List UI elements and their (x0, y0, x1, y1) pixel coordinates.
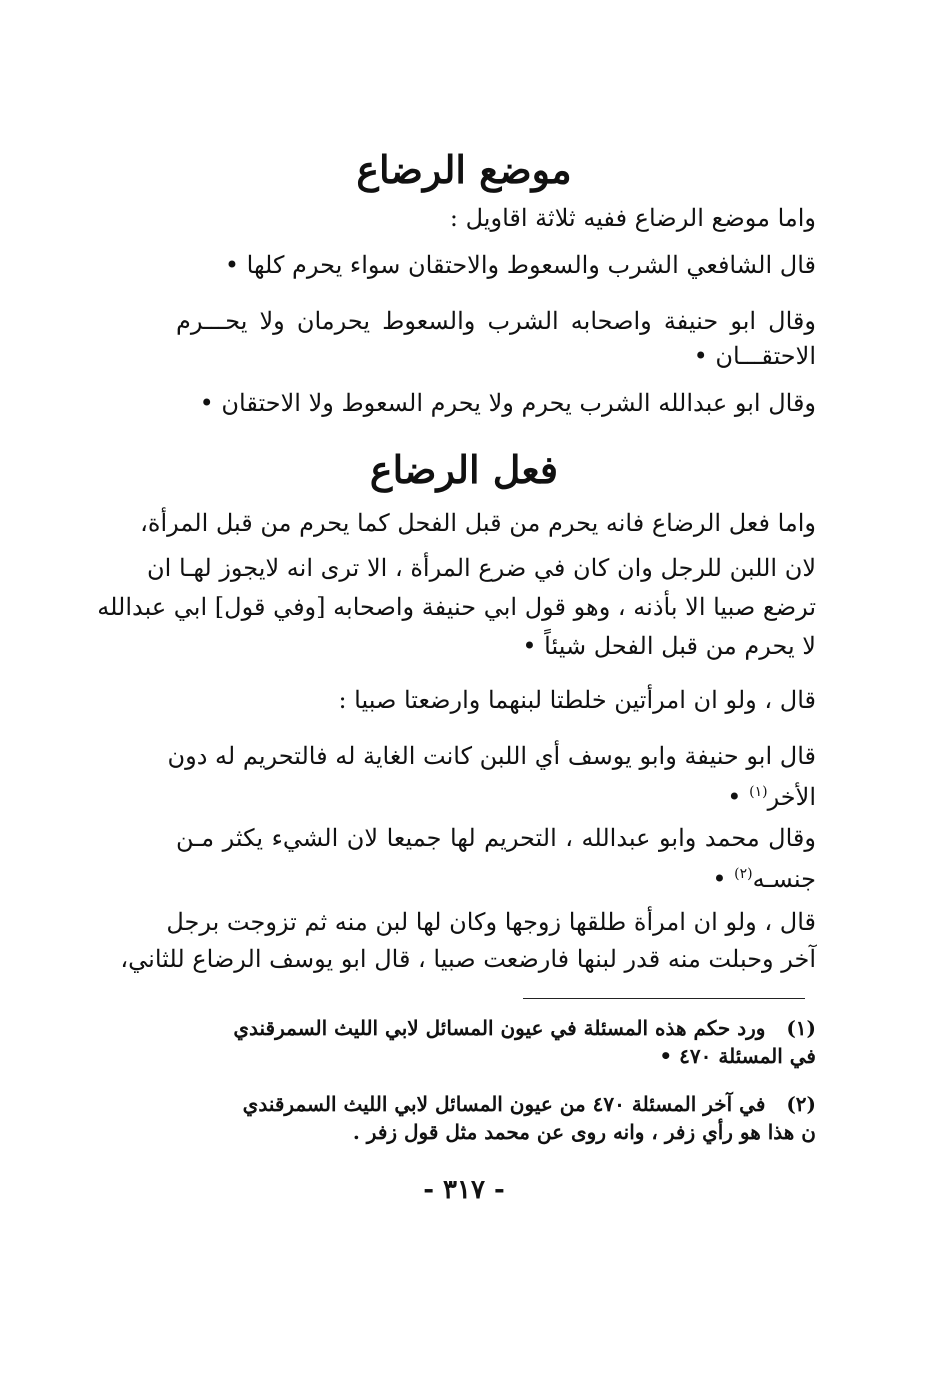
footnote-1 (176, 1014, 816, 1042)
footnote-separator (523, 998, 805, 999)
text-line: قال ، ولو ان امرأة طلقها زوجها وكان لها لبن منه ثم تزوجت برجل (166, 908, 816, 936)
footnote-marker: (٢) (786, 1092, 816, 1116)
footnote-text: في آخر المسئلة ٤٧٠ من عيون المسائل لابي الليث السمرقندي (242, 1092, 766, 1116)
footnote-2-cont: ن هذا هو رأي زفر ، وانه روى عن محمد مثل قول زفر . (352, 1120, 816, 1144)
text-line: وقال ابو حنيفة واصحابه الشرب والسعوط يحرمان ولا يحـــرم (176, 307, 816, 335)
footnote-ref: (٢) (734, 866, 753, 882)
text-line: وقال ابو عبدالله الشرب يحرم ولا يحرم السعوط ولا الاحتقان • (199, 389, 816, 417)
text-line: وقال محمد وابو عبدالله ، التحريم لها جميعا لان الشيء يكثر مـن (176, 824, 816, 852)
text-line: قال ، ولو ان امرأتين خلطتا لبنهما وارضعتا صبيا : (338, 686, 816, 714)
text-line: ترضع صبيا الا بأذنه ، وهو قول ابي حنيفة واصحابه [وفي قول] ابي عبدالله (97, 593, 816, 621)
text-line: واما فعل الرضاع فانه يحرم من قبل الفحل كما يحرم من قبل المرأة، (140, 509, 816, 537)
text-line: واما موضع الرضاع ففيه ثلاثة اقاويل : (449, 204, 816, 232)
text-line: آخر وحبلت منه قدر لبنها فارضعت صبيا ، قال ابو يوسف الرضاع للثاني، (120, 945, 816, 973)
text-line (176, 858, 816, 895)
text-line: لان اللبن للرجل وان كان في ضرع المرأة ، الا ترى انه لايجوز لهـا ان (147, 554, 816, 582)
footnote-ref: (١) (749, 784, 768, 800)
section-heading: موضع الرضاع (356, 147, 572, 192)
page-number: - ٣١٧ - (423, 1175, 505, 1205)
section-heading: فعل الرضاع (369, 447, 559, 492)
end-mark: • (727, 783, 742, 811)
footnote-text: ورد حكم هذه المسئلة في عيون المسائل لابي الليث السمرقندي (233, 1016, 766, 1040)
text-line: لا يحرم من قبل الفحل شيئاً • (522, 632, 816, 660)
text-line (176, 776, 816, 813)
text-fragment: الأخر (767, 783, 816, 811)
text-fragment: جنسـه (752, 865, 816, 893)
end-mark: • (712, 865, 727, 893)
footnote-1-cont: في المسئلة ٤٧٠ • (659, 1044, 816, 1068)
text-line: قال ابو حنيفة وابو يوسف أي اللبن كانت الغاية له فالتحريم له دون (167, 742, 816, 770)
footnote-marker: (١) (786, 1016, 816, 1040)
text-line: الاحتقـــان • (693, 342, 816, 370)
text-line: قال الشافعي الشرب والسعوط والاحتقان سواء يحرم كلها • (224, 251, 816, 279)
footnote-2 (176, 1090, 816, 1118)
